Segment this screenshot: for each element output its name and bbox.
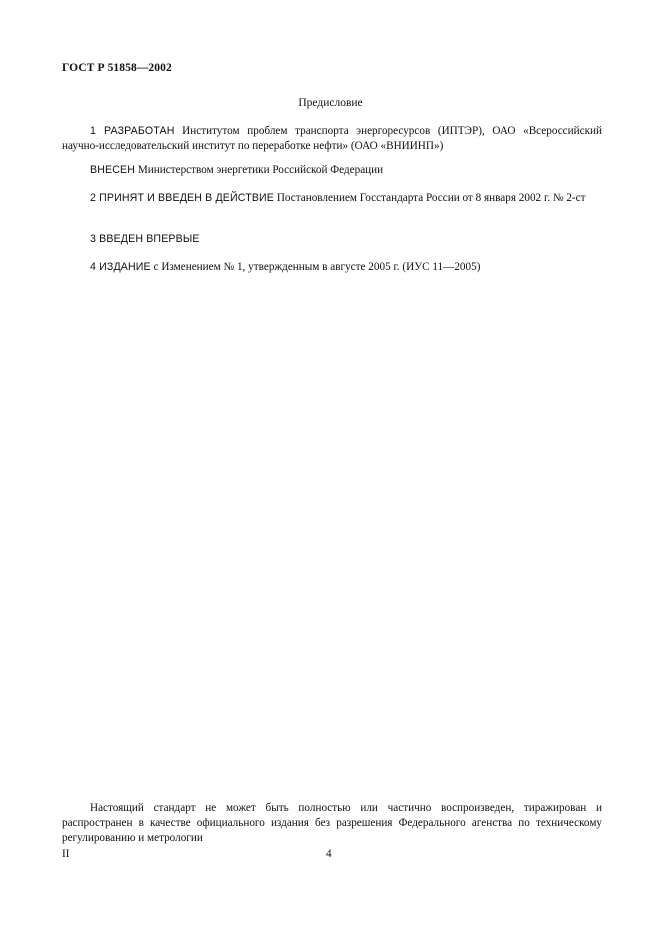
item-text: Постановлением Госстандарта России от 8 января 2002 г. № 2-ст xyxy=(274,192,586,204)
item-text: Министерством энергетики Российской Федерации xyxy=(135,164,384,176)
copyright-notice xyxy=(62,801,602,846)
item-caps-label: 1 РАЗРАБОТАН xyxy=(90,125,175,137)
item-caps-label: 3 ВВЕДЕН ВПЕРВЫЕ xyxy=(90,233,200,245)
foreword-item-adopted xyxy=(62,191,602,206)
copyright-notice-text: Настоящий стандарт не может быть полностью или частично воспроизведен, тиражирован и распространен в качестве официального издания без разрешения Федерального агенства по техническому регулированию и метрологии xyxy=(62,802,602,844)
item-caps-label: ВНЕСЕН xyxy=(90,164,136,176)
item-caps-label: 2 ПРИНЯТ И ВВЕДЕН В ДЕЙСТВИЕ xyxy=(90,192,275,204)
foreword-item-submitted xyxy=(62,163,602,178)
foreword-item-developed xyxy=(62,124,602,154)
section-heading: Предисловие xyxy=(298,97,363,109)
document-number: ГОСТ Р 51858—2002 xyxy=(62,62,172,74)
item-text: Институтом проблем транспорта энергоресурсов (ИПТЭР), ОАО «Всероссийский научно-исследовательский институт по переработке нефти» (ОАО «ВНИИНП») xyxy=(62,125,602,152)
foreword-item-edition xyxy=(62,260,602,275)
item-text: с Изменением № 1, утвержденным в августе 2005 г. (ИУС 11—2005) xyxy=(150,261,481,273)
page-roman-numeral: II xyxy=(62,848,70,860)
item-caps-label: 4 ИЗДАНИЕ xyxy=(90,261,151,273)
page-number: 4 xyxy=(326,848,332,860)
foreword-item-first-introduced xyxy=(62,232,602,247)
